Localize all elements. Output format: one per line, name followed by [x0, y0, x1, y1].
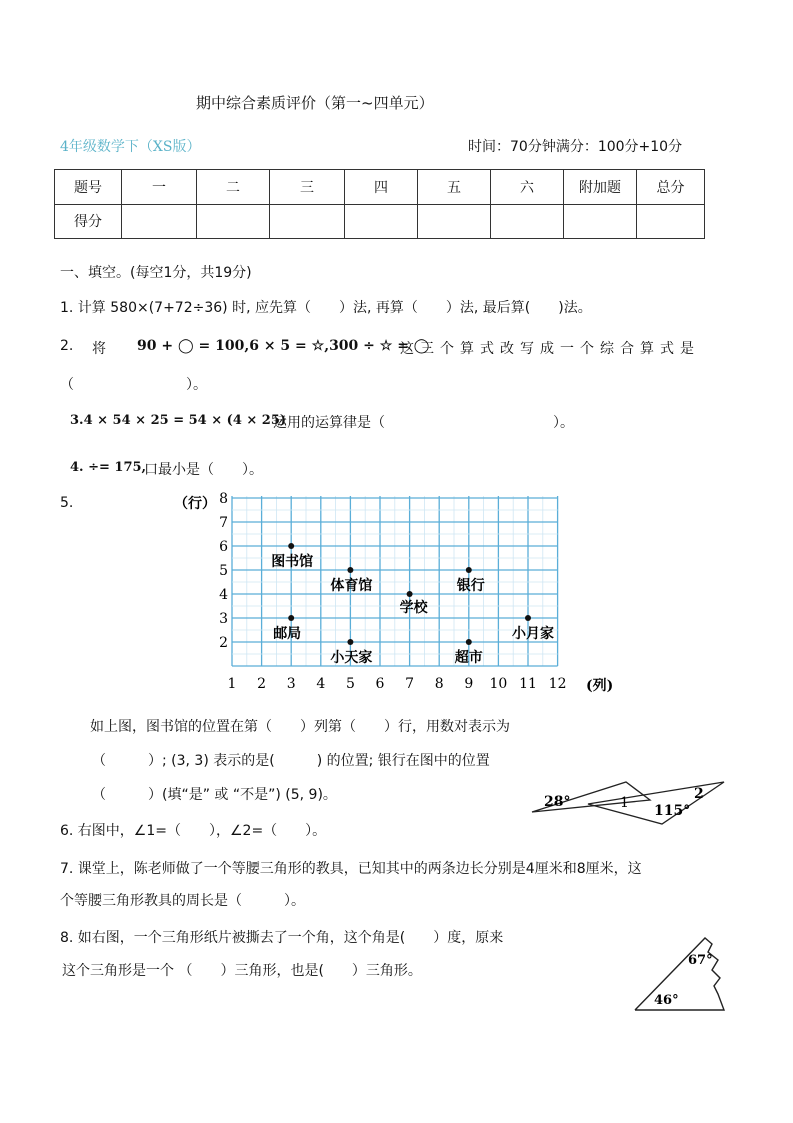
y-tick-label: 4	[219, 587, 228, 603]
angle-46-label: 46°	[654, 993, 679, 1008]
angle-67-label: 67°	[688, 953, 713, 968]
question-2-lead: 将	[92, 341, 106, 357]
angle-1-label: 1	[620, 795, 629, 811]
data-point	[466, 567, 472, 573]
data-point	[407, 591, 413, 597]
y-axis-label: （行）	[174, 496, 216, 512]
data-point	[288, 543, 294, 549]
point-label: 银行	[456, 578, 485, 594]
question-7-line1: 7. 课堂上，陈老师做了一个等腰三角形的教具，已知其中的两条边长分别是4厘米和8厘米，这	[60, 861, 642, 877]
score-table-header-row	[55, 170, 705, 205]
y-tick-label: 8	[219, 491, 228, 507]
table-cell: 四	[345, 170, 418, 205]
x-tick-label: 6	[375, 676, 385, 692]
table-cell: 一	[122, 170, 197, 205]
x-tick-label: 11	[519, 676, 537, 692]
question-3-text: 运用的运算律是（ ）。	[273, 415, 574, 431]
point-label: 超市	[454, 650, 483, 666]
score-input-cell[interactable]	[122, 204, 197, 239]
data-point	[525, 615, 531, 621]
time-info: 时间：70分钟满分：100分+10分	[468, 139, 683, 155]
table-cell: 六	[491, 170, 564, 205]
angle-2-label: 2	[694, 786, 704, 802]
y-tick-label: 6	[219, 539, 228, 555]
question-4-text: 口最小是（ ）。	[144, 462, 263, 478]
table-cell: 得分	[55, 204, 122, 239]
table-cell: 五	[418, 170, 491, 205]
question-5-line3: （ ）(填“是” 或 “不是”) (5, 9)。	[92, 787, 337, 803]
x-tick-label: 10	[489, 676, 508, 692]
table-cell: 附加题	[564, 170, 637, 205]
question-8-line1: 8. 如右图，一个三角形纸片被撕去了一个角，这个角是( ）度，原来	[60, 930, 504, 946]
angle-115-label: 115°	[654, 803, 691, 819]
question-2-math: 90 + ◯ = 100,6 × 5 = ☆,300 ÷ ☆ = ◯	[137, 338, 430, 354]
y-tick-label: 5	[219, 563, 228, 579]
question-2-text: 这三个算式改写成一个综合算式是	[400, 341, 700, 357]
torn-triangle-figure	[630, 934, 726, 1014]
score-input-cell[interactable]	[345, 204, 418, 239]
data-point	[347, 639, 353, 645]
x-tick-label: 12	[548, 676, 567, 692]
table-cell: 三	[270, 170, 345, 205]
point-label: 学校	[399, 600, 428, 616]
data-point	[466, 639, 472, 645]
question-3-math: 3.4 × 54 × 25 = 54 × (4 × 25)	[70, 413, 287, 428]
question-5-line2: （ ）; (3, 3) 表示的是( ) 的位置; 银行在图中的位置	[92, 753, 490, 769]
section-title: 一、填空。(每空1分，共19分)	[60, 265, 252, 281]
score-input-cell[interactable]	[418, 204, 491, 239]
subject-label: 4年级数学下（XS版）	[60, 139, 201, 155]
x-axis-label: (列)	[586, 678, 614, 694]
score-input-cell[interactable]	[270, 204, 345, 239]
score-input-cell[interactable]	[491, 204, 564, 239]
x-tick-label: 7	[405, 676, 415, 692]
score-input-cell[interactable]	[564, 204, 637, 239]
x-tick-label: 3	[286, 676, 296, 692]
y-tick-label: 3	[219, 611, 228, 627]
point-label: 体育馆	[330, 578, 373, 594]
question-1: 1. 计算 580×(7+72÷36) 时, 应先算（ ）法, 再算（ ）法, 最后算( )法。	[60, 300, 592, 316]
angles-figure	[528, 778, 728, 826]
point-label: 邮局	[273, 626, 302, 642]
x-tick-label: 4	[316, 676, 326, 692]
page-title: 期中综合素质评价（第一~四单元）	[196, 94, 434, 112]
data-point	[347, 567, 353, 573]
question-7-line2: 个等腰三角形教具的周长是（ ）。	[60, 893, 305, 909]
score-input-cell[interactable]	[637, 204, 705, 239]
tick-labels	[219, 491, 566, 692]
score-table	[54, 169, 705, 239]
x-tick-label: 8	[434, 676, 444, 692]
x-tick-label: 2	[257, 676, 267, 692]
question-6: 6. 右图中，∠1=（ ），∠2=（ ）。	[60, 823, 327, 839]
table-cell: 总分	[637, 170, 705, 205]
table-cell: 二	[197, 170, 270, 205]
question-2-line2: （ ）。	[60, 377, 207, 393]
angle-28-label: 28°	[544, 794, 571, 810]
x-tick-label: 9	[464, 676, 474, 692]
score-table-score-row	[55, 204, 705, 239]
coordinate-grid-chart	[174, 491, 614, 698]
data-point	[288, 615, 294, 621]
point-label: 小月家	[512, 626, 554, 642]
score-input-cell[interactable]	[197, 204, 270, 239]
question-4-math: 4. ÷= 175,	[70, 460, 147, 475]
points-layer	[271, 543, 554, 666]
question-8-line2: 这个三角形是一个 （ ）三角形，也是( ）三角形。	[62, 963, 422, 979]
point-label: 图书馆	[271, 554, 314, 570]
y-tick-label: 7	[219, 515, 228, 531]
y-tick-label: 2	[219, 635, 228, 651]
table-cell: 题号	[55, 170, 122, 205]
x-tick-label: 1	[227, 676, 237, 692]
question-2-number: 2.	[60, 338, 74, 354]
torn-triangle-outline	[635, 938, 724, 1010]
question-5-number: 5.	[60, 495, 74, 511]
question-5-line1: 如上图，图书馆的位置在第（ ）列第（ ）行，用数对表示为	[90, 719, 510, 735]
point-label: 小天家	[330, 650, 373, 666]
x-tick-label: 5	[345, 676, 355, 692]
